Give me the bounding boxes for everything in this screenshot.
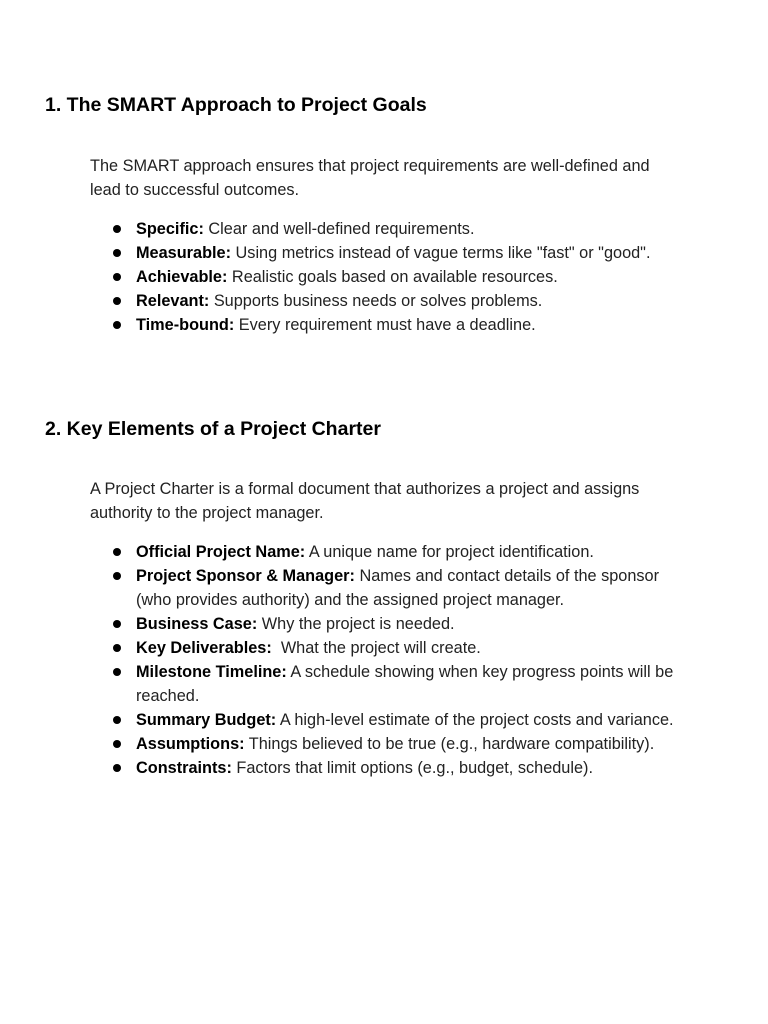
bullet-list — [0, 217, 768, 337]
item-term: Relevant: — [136, 292, 210, 310]
section-heading: 1. The SMART Approach to Project Goals — [45, 94, 427, 116]
item-text: Clear and well-defined requirements. — [203, 220, 475, 238]
item-term: Summary Budget: — [136, 711, 277, 729]
bullet-icon — [113, 620, 121, 628]
bullet-icon — [113, 668, 121, 676]
bullet-list — [0, 540, 768, 780]
item-text: A high-level estimate of the project costs and variance. — [276, 711, 674, 729]
bullet-icon — [113, 740, 121, 748]
bullet-icon — [113, 644, 121, 652]
item-term: Measurable: — [136, 244, 232, 262]
item-term: Time-bound: — [136, 316, 235, 334]
bullet-icon — [113, 249, 121, 257]
section-intro: The SMART approach ensures that project requirements are well-defined and lead to successful outcomes. — [90, 157, 650, 199]
item-term: Assumptions: — [136, 735, 245, 753]
item-text: Using metrics instead of vague terms like "fast" or "good". — [231, 244, 651, 262]
item-text: A unique name for project identification. — [305, 543, 594, 561]
list-item — [0, 756, 768, 780]
list-item — [0, 217, 768, 241]
list-item — [0, 612, 768, 636]
list-item — [0, 732, 768, 756]
list-item — [0, 265, 768, 289]
item-text: Why the project is needed. — [257, 615, 455, 633]
list-item — [0, 289, 768, 313]
item-text: Things believed to be true (e.g., hardware compatibility). — [244, 735, 655, 753]
list-item — [0, 241, 768, 265]
item-term: Project Sponsor & Manager: — [136, 567, 355, 585]
item-term: Achievable: — [136, 268, 228, 286]
bullet-icon — [113, 297, 121, 305]
item-text: Factors that limit options (e.g., budget, schedule). — [231, 759, 593, 777]
item-term: Specific: — [136, 220, 204, 238]
list-item — [0, 313, 768, 337]
bullet-icon — [113, 716, 121, 724]
item-term: Constraints: — [136, 759, 232, 777]
bullet-icon — [113, 321, 121, 329]
list-item — [0, 636, 768, 660]
item-text: Names and contact details of the sponsor (who provides authority) and the assigned project manager. — [136, 567, 660, 609]
section-intro: A Project Charter is a formal document that authorizes a project and assigns authority to the project manager. — [90, 480, 640, 522]
list-item — [0, 660, 768, 708]
bullet-icon — [113, 764, 121, 772]
bullet-icon — [113, 572, 121, 580]
item-text: Every requirement must have a deadline. — [234, 316, 536, 334]
item-term: Key Deliverables: — [136, 639, 272, 657]
item-text: A schedule showing when key progress points will be reached. — [136, 663, 674, 705]
bullet-icon — [113, 273, 121, 281]
item-text: What the project will create. — [271, 639, 481, 657]
list-item — [0, 564, 768, 612]
bullet-icon — [113, 548, 121, 556]
section-heading: 2. Key Elements of a Project Charter — [45, 418, 381, 440]
item-term: Official Project Name: — [136, 543, 306, 561]
item-term: Business Case: — [136, 615, 258, 633]
list-item — [0, 708, 768, 732]
item-text: Supports business needs or solves problems. — [209, 292, 543, 310]
bullet-icon — [113, 225, 121, 233]
list-item — [0, 540, 768, 564]
item-text: Realistic goals based on available resources. — [227, 268, 558, 286]
item-term: Milestone Timeline: — [136, 663, 287, 681]
